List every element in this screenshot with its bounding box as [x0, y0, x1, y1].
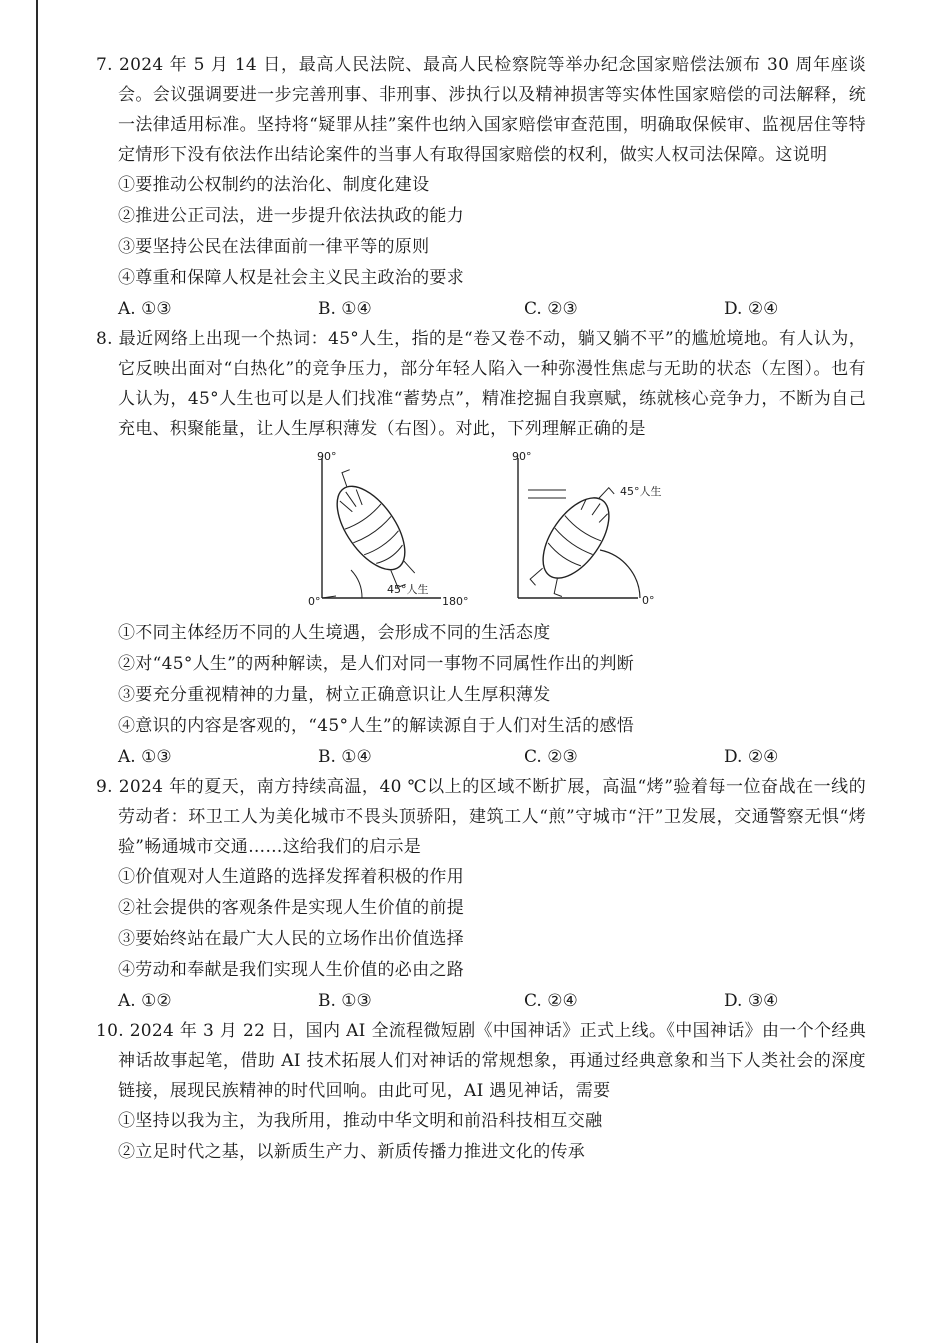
question-9-option-c[interactable]: C. ②④ [524, 991, 578, 1011]
question-7-option-b[interactable]: B. ①④ [318, 299, 372, 319]
question-9 [96, 772, 866, 1016]
question-8 [96, 324, 866, 772]
question-7-options [96, 294, 866, 324]
right-leaning-figure-icon [521, 475, 630, 602]
question-8-option-a[interactable]: A. ①③ [118, 747, 172, 767]
question-10-statement-1: ①坚持以我为主，为我所用，推动中华文明和前沿科技相互交融 [118, 1111, 603, 1131]
question-8-statement-2: ②对“45°人生”的两种解读，是人们对同一事物不同属性作出的判断 [118, 654, 635, 674]
question-9-stem: 9. 2024 年的夏天，南方持续高温，40 ℃以上的区域不断扩展，高温“烤”验着每一位奋战在一线的劳动者：环卫工人为美化城市不畏头顶骄阳，建筑工人“煎”守城市“汗”卫发展，交通警察无惧“烤验”畅通城市交通……这给我们的启示是 [96, 777, 866, 857]
question-10-stem: 10. 2024 年 3 月 22 日，国内 AI 全流程微短剧《中国神话》正式上线。《中国神话》由一个个经典神话故事起笔，借助 AI 技术拓展人们对神话的常规想象，再通过经典意象和当下人类社会的深度链接，展现民族精神的时代回响。由此可见，AI 遇见神话，需要 [96, 1021, 866, 1101]
left-diagram [308, 450, 469, 608]
question-7-option-c[interactable]: C. ②③ [524, 299, 578, 319]
question-9-statement-4: ④劳动和奉献是我们实现人生价值的必由之路 [118, 960, 464, 980]
question-7-statement-2: ②推进公正司法，进一步提升依法执政的能力 [118, 206, 464, 226]
question-7-statement-3: ③要坚持公民在法律面前一律平等的原则 [118, 237, 430, 257]
question-7-option-d[interactable]: D. ②④ [724, 299, 779, 319]
question-10-statement-2: ②立足时代之基，以新质生产力、新质传播力推进文化的传承 [118, 1142, 586, 1162]
question-7 [96, 50, 866, 324]
question-8-option-b[interactable]: B. ①④ [318, 747, 372, 767]
question-9-options [96, 986, 866, 1016]
question-7-option-a[interactable]: A. ①③ [118, 299, 172, 319]
question-9-statement-3: ③要始终站在最广大人民的立场作出价值选择 [118, 929, 464, 949]
page-margin-line [36, 0, 38, 1343]
right-diagram [512, 450, 662, 607]
question-9-option-d[interactable]: D. ③④ [724, 991, 779, 1011]
figure-45-degree-life [96, 448, 866, 616]
question-7-statement-1: ①要推动公权制约的法治化、制度化建设 [118, 175, 430, 195]
question-9-statement-1: ①价值观对人生道路的选择发挥着积极的作用 [118, 867, 464, 887]
question-8-stem: 8. 最近网络上出现一个热词：45°人生，指的是“卷又卷不动，躺又躺不平”的尴尬境地。有人认为，它反映出面对“白热化”的竞争压力，部分年轻人陷入一种弥漫性焦虑与无助的状态（左图）。也有人认为，45°人生也可以是人们找准“蓄势点”，精准挖掘自我禀赋，练就核心竞争力，不断为自己充电、积聚能量，让人生厚积薄发（右图）。对此，下列理解正确的是 [96, 329, 866, 439]
question-7-stem: 7. 2024 年 5 月 14 日，最高人民法院、最高人民检察院等举办纪念国家赔偿法颁布 30 周年座谈会。会议强调要进一步完善刑事、非刑事、涉执行以及精神损害等实体性国家赔偿的司法解释，统一法律适用标准。坚持将“疑罪从挂”案件也纳入国家赔偿审查范围，明确取保候审、监视居住等特定情形下没有依法作出结论案件的当事人有取得国家赔偿的权利，做实人权司法保障。这说明 [96, 55, 866, 165]
question-9-option-a[interactable]: A. ①② [118, 991, 172, 1011]
question-7-statement-4: ④尊重和保障人权是社会主义民主政治的要求 [118, 268, 464, 288]
question-8-option-d[interactable]: D. ②④ [724, 747, 779, 767]
left-origin-label: 0° [308, 595, 321, 608]
right-origin-label: 0° [642, 594, 655, 607]
exam-page [96, 50, 866, 1168]
question-9-statement-2: ②社会提供的客观条件是实现人生价值的前提 [118, 898, 464, 918]
question-8-figure [96, 448, 866, 616]
left-reclining-figure-icon [316, 463, 429, 595]
question-8-statement-4: ④意识的内容是客观的，“45°人生”的解读源自于人们对生活的感悟 [118, 716, 635, 736]
left-axis-180-label: 180° [442, 595, 469, 608]
question-10 [96, 1016, 866, 1168]
question-9-option-b[interactable]: B. ①③ [318, 991, 372, 1011]
question-8-options [96, 742, 866, 772]
question-8-statement-1: ①不同主体经历不同的人生境遇，会形成不同的生活态度 [118, 623, 551, 643]
left-caption: 45°人生 [387, 583, 429, 596]
question-8-statement-3: ③要充分重视精神的力量，树立正确意识让人生厚积薄发 [118, 685, 551, 705]
left-axis-90-label: 90° [317, 450, 337, 463]
right-axis-90-label: 90° [512, 450, 532, 463]
question-8-option-c[interactable]: C. ②③ [524, 747, 578, 767]
right-caption: 45°人生 [620, 485, 662, 498]
